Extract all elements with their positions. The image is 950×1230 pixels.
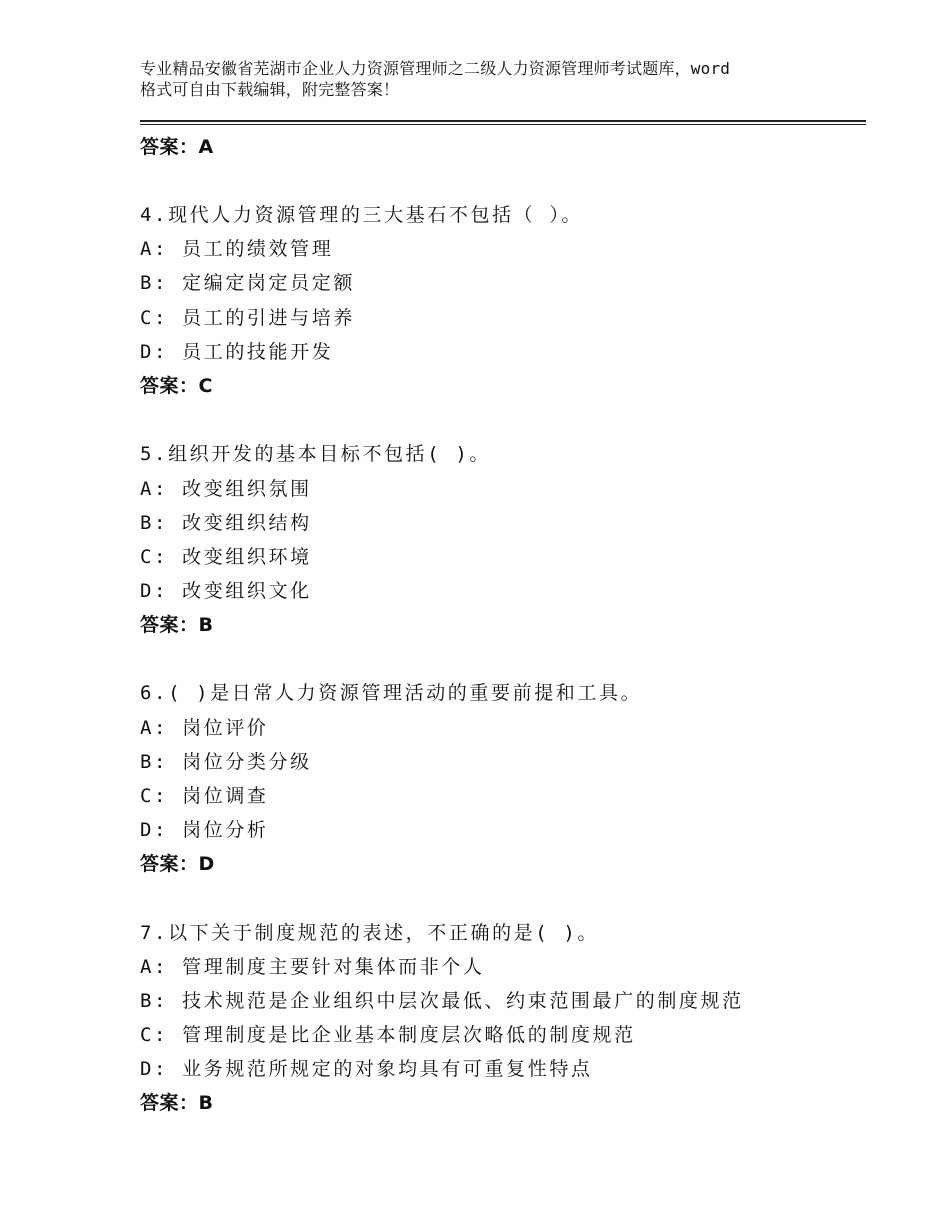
header-line-2: 格式可自由下载编辑，附完整答案！	[140, 80, 400, 99]
question-5-answer: 答案：B	[140, 614, 214, 636]
question-7-option-a: A: 管理制度主要针对集体而非个人	[140, 956, 485, 978]
question-6-answer: 答案：D	[140, 853, 215, 875]
question-5-stem: 5.组织开发的基本目标不包括( )。	[140, 443, 491, 465]
question-7-option-b: B: 技术规范是企业组织中层次最低、约束范围最广的制度规范	[140, 990, 744, 1012]
header-line-1: 专业精品安徽省芜湖市企业人力资源管理师之二级人力资源管理师考试题库，word	[140, 59, 731, 78]
question-6-option-d: D: 岗位分析	[140, 819, 269, 841]
question-5-option-c: C: 改变组织环境	[140, 546, 312, 568]
question-7-answer: 答案：B	[140, 1092, 214, 1114]
question-5-option-d: D: 改变组织文化	[140, 580, 312, 602]
question-6-option-b: B: 岗位分类分级	[140, 751, 312, 773]
question-4-option-b: B: 定编定岗定员定额	[140, 272, 355, 294]
question-5-option-a: A: 改变组织氛围	[140, 478, 312, 500]
header-divider-thick	[140, 120, 866, 122]
previous-answer: 答案：A	[140, 136, 214, 158]
question-4-stem: 4.现代人力资源管理的三大基石不包括（ ）。	[140, 204, 584, 226]
question-4-answer: 答案：C	[140, 375, 213, 397]
question-4-option-a: A: 员工的绩效管理	[140, 238, 334, 260]
question-6-option-c: C: 岗位调查	[140, 785, 269, 807]
question-7-option-c: C: 管理制度是比企业基本制度层次略低的制度规范	[140, 1024, 636, 1046]
question-7-stem: 7.以下关于制度规范的表述，不正确的是( )。	[140, 922, 599, 944]
question-5-option-b: B: 改变组织结构	[140, 512, 312, 534]
question-6-option-a: A: 岗位评价	[140, 717, 269, 739]
question-6-stem: 6.( )是日常人力资源管理活动的重要前提和工具。	[140, 682, 643, 704]
question-4-option-d: D: 员工的技能开发	[140, 341, 334, 363]
question-7-option-d: D: 业务规范所规定的对象均具有可重复性特点	[140, 1058, 593, 1080]
header-divider-thin	[140, 124, 866, 125]
document-header	[140, 58, 830, 100]
question-4-option-c: C: 员工的引进与培养	[140, 307, 355, 329]
